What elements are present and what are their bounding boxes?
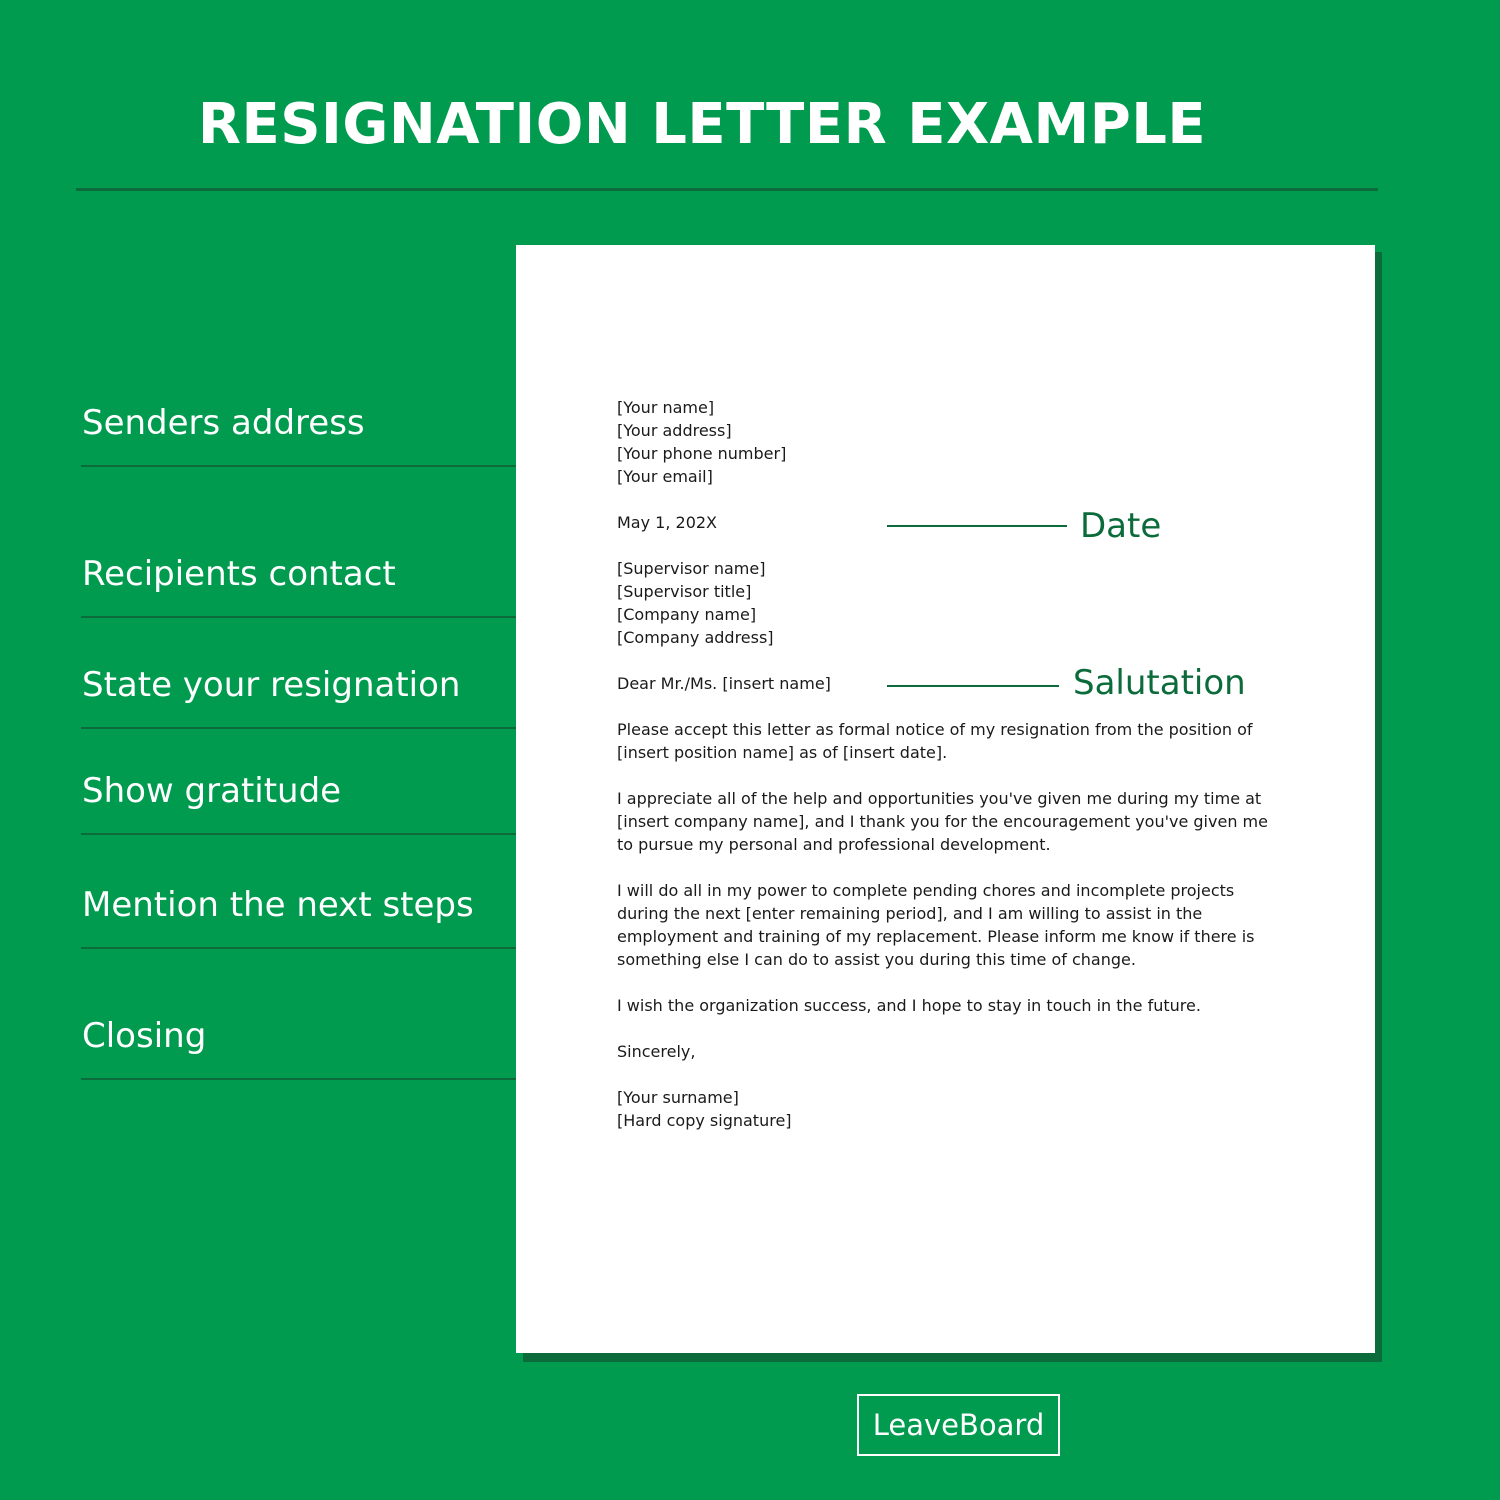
leaveboard-logo: LeaveBoard: [857, 1394, 1060, 1456]
section-label-next-steps: Mention the next steps: [82, 885, 474, 925]
date-callout-line: [887, 525, 1067, 527]
wish-paragraph: I wish the organization success, and I hope to stay in touch in the future.: [617, 996, 1201, 1015]
salutation-callout-label: Salutation: [1073, 663, 1246, 703]
section-divider: [81, 833, 516, 835]
section-divider: [81, 1078, 516, 1080]
signature-surname: [Your surname]: [617, 1088, 739, 1107]
section-divider: [81, 947, 516, 949]
section-label-state-resignation: State your resignation: [82, 665, 461, 705]
letter-salutation: Dear Mr./Ms. [insert name]: [617, 674, 831, 693]
section-label-closing: Closing: [82, 1016, 207, 1056]
signature-hard-copy: [Hard copy signature]: [617, 1111, 792, 1130]
sender-address: [Your address]: [617, 421, 732, 440]
next-steps-paragraph: I will do all in my power to complete pending chores and incomplete projects during the next [enter remaining period], and I am willing to assist in the employment and training of my replacement. Please inform me know if there is something else I can do to assist you during this time of change.: [617, 881, 1255, 969]
section-divider: [81, 727, 516, 729]
section-label-show-gratitude: Show gratitude: [82, 771, 342, 811]
section-label-recipients-contact: Recipients contact: [82, 554, 396, 594]
recipient-company-address: [Company address]: [617, 628, 774, 647]
section-divider: [81, 465, 516, 467]
recipient-title: [Supervisor title]: [617, 582, 752, 601]
recipient-company: [Company name]: [617, 605, 757, 624]
letter-body: [617, 396, 1277, 1132]
recipient-name: [Supervisor name]: [617, 559, 766, 578]
date-callout-label: Date: [1080, 506, 1162, 546]
letter-date: May 1, 202X: [617, 513, 718, 532]
gratitude-paragraph: I appreciate all of the help and opportunities you've given me during my time at [insert company name], and I thank you for the encouragement you've given me to pursue my personal and professional development.: [617, 789, 1268, 854]
sender-name: [Your name]: [617, 398, 715, 417]
title-divider: [76, 188, 1378, 191]
sender-phone: [Your phone number]: [617, 444, 787, 463]
resignation-paragraph: Please accept this letter as formal notice of my resignation from the position of [insert position name] as of [insert date].: [617, 720, 1253, 762]
salutation-callout-line: [887, 685, 1059, 687]
page-title: RESIGNATION LETTER EXAMPLE: [197, 92, 1207, 157]
letter-closing: Sincerely,: [617, 1042, 696, 1061]
section-label-senders-address: Senders address: [82, 403, 365, 443]
section-divider: [81, 616, 516, 618]
sender-email: [Your email]: [617, 467, 713, 486]
